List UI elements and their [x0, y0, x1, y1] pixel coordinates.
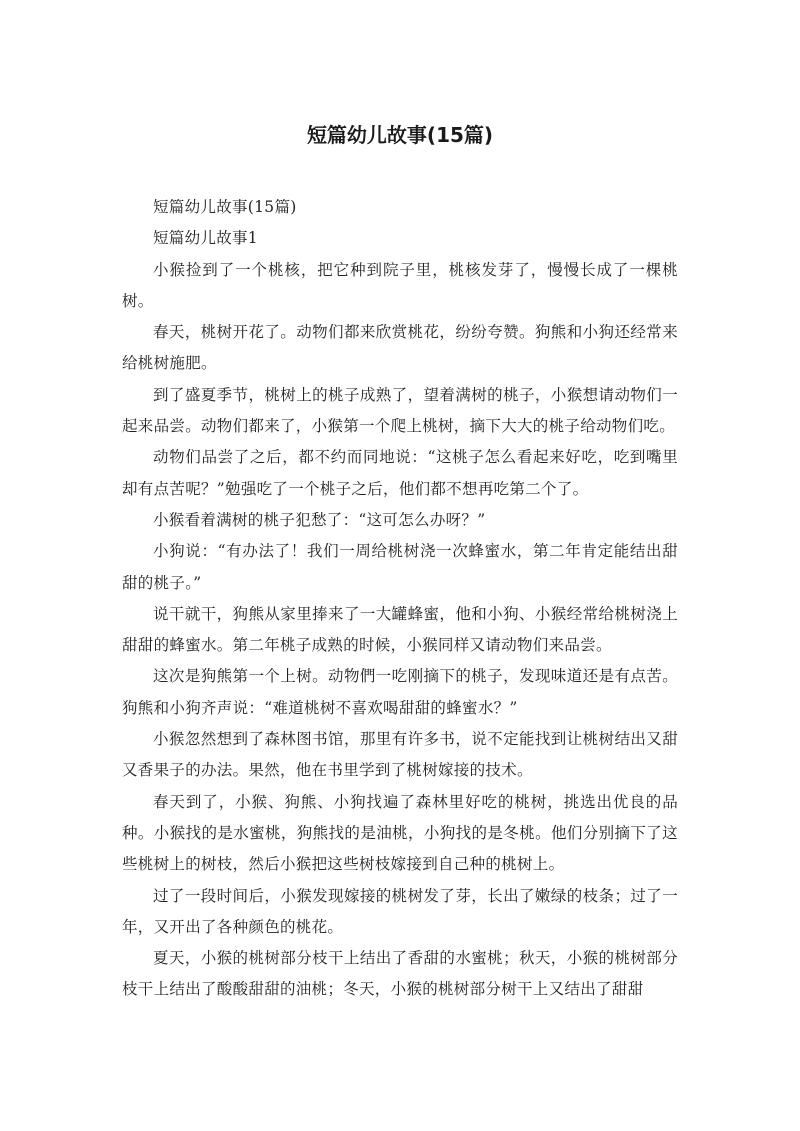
subtitle-paragraph: 短篇幼儿故事(15篇)	[153, 198, 297, 216]
story-paragraph: 这次是狗熊第一个上树。动物們一吃刚摘下的桃子，发现味道还是有点苦。狗熊和小狗齐声说：“难道桃树不喜欢喝甜甜的蜂蜜水？”	[122, 667, 678, 717]
story-paragraph: 小猴忽然想到了森林图书馆，那里有许多书，说不定能找到让桃树结出又甜又香果子的办法。果然，他在书里学到了桃树嫁接的技术。	[122, 730, 678, 780]
story-paragraph: 春天到了，小猴、狗熊、小狗找遍了森林里好吃的桃树，挑选出优良的品种。小猴找的是水蜜桃，狗熊找的是油桃，小狗找的是冬桃。他们分别摘下了这些桃树上的树枝，然后小猴把这些树枝嫁接到自己种的桃树上。	[122, 792, 678, 874]
story-paragraph: 说干就干，狗熊从家里捧来了一大罐蜂蜜，他和小狗、小猴经常给桃树浇上甜甜的蜂蜜水。第二年桃子成熟的时候，小猴同样又请动物们来品尝。	[122, 604, 678, 655]
story-paragraph: 小猴捡到了一个桃核，把它种到院子里，桃核发芽了，慢慢长成了一棵桃树。	[122, 260, 678, 310]
document-title: 短篇幼儿故事(15篇)	[306, 123, 494, 147]
document-body	[122, 192, 678, 1006]
story-paragraph: 小狗说：“有办法了！我们一周给桃树浇一次蜂蜜水，第二年肯定能结出甜甜的桃子。”	[122, 542, 678, 592]
story-paragraph: 过了一段时间后，小猴发现嫁接的桃树发了芽，长出了嫩绿的枝条；过了一年，又开出了各种颜色的桃花。	[122, 886, 678, 936]
story-heading: 短篇幼儿故事1	[153, 229, 258, 248]
story-paragraph: 到了盛夏季节，桃树上的桃子成熟了，望着满树的桃子，小猴想请动物们一起来品尝。动物们都来了，小猴第一个爬上桃树，摘下大大的桃子给动物们吃。	[122, 385, 678, 436]
story-paragraph: 夏天，小猴的桃树部分枝干上结出了香甜的水蜜桃；秋天，小猴的桃树部分枝干上结出了酸酸甜甜的油桃；冬天，小猴的桃树部分树干上又结出了甜甜	[122, 949, 678, 999]
story-paragraph: 动物们品尝了之后，都不约而同地说：“这桃子怎么看起来好吃，吃到嘴里却有点苦呢？”勉强吃了一个桃子之后，他们都不想再吃第二个了。	[122, 448, 678, 498]
story-paragraph: 春天，桃树开花了。动物们都来欣赏桃花，纷纷夸赞。狗熊和小狗还经常来给桃树施肥。	[122, 323, 678, 373]
story-paragraph: 小猴看着满树的桃子犯愁了：“这可怎么办呀？”	[153, 510, 486, 529]
